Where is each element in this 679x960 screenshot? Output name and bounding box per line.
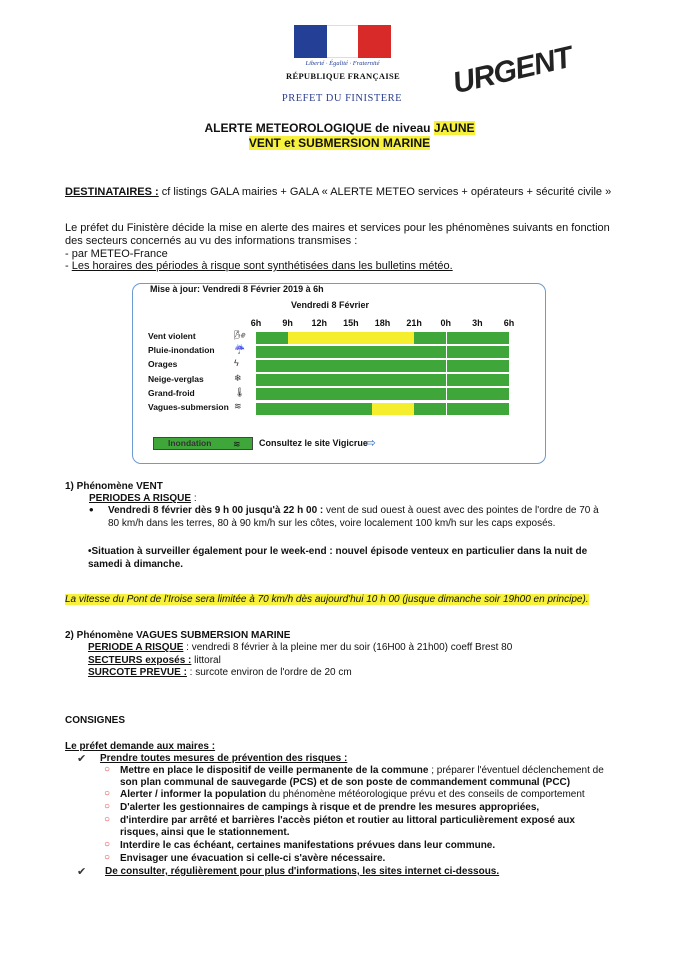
waves-icon: ≋ xyxy=(233,439,241,449)
bullet-icon: • xyxy=(89,502,94,517)
recipients-text: cf listings GALA mairies + GALA « ALERTE METEO services + opérateurs + sécurité civile » xyxy=(158,186,612,198)
vigilance-row-label: Neige-verglas xyxy=(148,373,204,384)
waves-sectors-text: littoral xyxy=(191,655,221,666)
checkmark-icon: ✔ xyxy=(77,866,87,878)
waves-heading: 2) Phénomène VAGUES SUBMERSION MARINE xyxy=(65,630,291,641)
instruction-item-1-rest: ; préparer l'éventuel déclenchement de xyxy=(428,765,604,776)
circle-bullet-icon: ○ xyxy=(104,839,111,850)
snowflake-icon: ❄ xyxy=(234,372,242,383)
midnight-divider xyxy=(446,331,447,416)
waves-period-text: : vendredi 8 février à la pleine mer du soir (16H00 à 21h00) coeff Brest 80 xyxy=(183,642,513,653)
alert-title-prefix: ALERTE METEOROLOGIQUE de niveau xyxy=(204,121,434,135)
instruction-item-7: Envisager une évacuation si celle-ci s'avère nécessaire. xyxy=(120,853,386,864)
vigilance-level-bar xyxy=(256,388,509,401)
republic-motto: Liberté · Égalité · Fraternité xyxy=(305,60,380,67)
vigilance-level-bar xyxy=(256,374,509,387)
vigilance-row-label: Vagues-submersion xyxy=(148,402,229,412)
intro-item2-dash: - xyxy=(65,260,72,272)
wind-periods-label-text: PERIODES A RISQUE xyxy=(89,493,192,504)
waves-period-label: PERIODE A RISQUE xyxy=(88,642,184,653)
circle-bullet-icon: ○ xyxy=(104,852,111,863)
waves-period xyxy=(88,641,512,654)
intro-item-meteo-france: - par METEO-France xyxy=(65,248,168,260)
vigilance-level-bar xyxy=(256,346,509,359)
flood-legend-label: Inondation xyxy=(168,438,212,448)
waves-surge-text: : surcote environ de l'ordre de 20 cm xyxy=(186,667,352,678)
instruction-item-4: D'alerter les gestionnaires de campings à risque et de prendre les mesures appropriées, xyxy=(120,802,540,813)
vigicrue-link[interactable]: Consultez le site Vigicrue xyxy=(259,438,368,448)
instruction-item-1-line2: son plan communal de sauvegarde (PCS) et de son poste de commandement communal (PCC) xyxy=(120,777,571,788)
waves-sectors-label: SECTEURS exposés : xyxy=(88,655,192,666)
wind-weekend-line1: •Situation à surveiller également pour le week-end : nouvel épisode venteux en particulier dans la nuit de xyxy=(88,546,588,557)
wind-bullet-1-line2: 80 km/h dans les terres, 80 à 90 km/h sur les côtes, voire localement 100 km/h sur les caps exposés. xyxy=(108,518,556,529)
vigilance-row-label: Orages xyxy=(148,359,178,370)
wind-icon: 🌬 xyxy=(234,330,246,340)
wind-bullet-1 xyxy=(108,504,628,517)
time-tick-label: 6h xyxy=(250,318,262,328)
wind-bullet-1-bold: Vendredi 8 février dès 9 h 00 jusqu'à 22 h 00 : xyxy=(108,505,324,516)
consult-websites: De consulter, régulièrement pour plus d'informations, les sites internet ci-dessous. xyxy=(105,866,500,877)
time-tick-label: 3h xyxy=(472,318,483,328)
vigilance-level-bar xyxy=(256,332,509,345)
vigilance-row-label: Pluie-inondation xyxy=(148,345,215,356)
prevention-label: Prendre toutes mesures de prévention des risques : xyxy=(100,753,348,764)
time-tick-label: 15h xyxy=(343,318,359,328)
time-tick-label: 12h xyxy=(311,318,327,328)
external-link-icon[interactable]: ⇨ xyxy=(365,435,376,450)
time-tick-label: 21h xyxy=(406,318,422,328)
vigilance-row-label: Vent violent xyxy=(148,331,196,341)
vigilance-update-time: Mise à jour: Vendredi 8 Février 2019 à 6h xyxy=(150,284,324,294)
alert-subtitle-text: VENT et SUBMERSION MARINE xyxy=(248,136,431,150)
instruction-item-3-bold: Alerter / informer la population xyxy=(120,789,267,800)
recipients-label: DESTINATAIRES : xyxy=(65,186,159,198)
instructions-heading: CONSIGNES xyxy=(65,715,126,726)
circle-bullet-icon: ○ xyxy=(104,788,111,799)
alert-level: JAUNE xyxy=(433,121,475,135)
vigilance-level-bar xyxy=(256,403,509,416)
wind-bullet-1-line1: vent de sud ouest à ouest avec des pointes de l'ordre de 70 à xyxy=(323,505,599,516)
vigilance-row-label: Grand-froid xyxy=(148,387,195,398)
checkmark-icon: ✔ xyxy=(77,753,87,765)
vigilance-level-bar xyxy=(256,360,509,373)
time-tick-label: 0h xyxy=(440,318,451,328)
time-tick-label: 6h xyxy=(503,318,515,328)
time-tick-label: 9h xyxy=(282,318,293,328)
waves-surge-label: SURCOTE PREVUE : xyxy=(88,667,187,678)
waves-surge xyxy=(88,666,352,679)
prefect-name: PREFET DU FINISTERE xyxy=(281,93,403,104)
instruction-item-5: d'interdire par arrêté et barrières l'accès piéton et routier au littoral particulièrement exposé aux xyxy=(120,815,575,826)
instruction-item-3 xyxy=(120,788,585,801)
intro-paragraph: Le préfet du Finistère décide la mise en alerte des maires et services pour les phénomènes suivants en fonction des secteurs concernés au vu des informations transmises : xyxy=(65,222,610,247)
recipients xyxy=(65,186,611,199)
intro-item2-text: Les horaires des périodes à risque sont synthétisées dans les bulletins météo. xyxy=(71,260,453,272)
urgent-stamp: URGENT xyxy=(449,40,575,101)
republic-flag-logo xyxy=(294,25,391,58)
bridge-speed-notice xyxy=(65,593,589,606)
bridge-speed-notice-text: La vitesse du Pont de l'Iroise sera limitée à 70 km/h dès aujourd'hui 10 h 00 (jusque dimanche soir 19h00 en principe). xyxy=(65,594,589,605)
thermometer-icon: 🌡 xyxy=(234,386,246,397)
instruction-item-5-line2: risques, ainsi que le stationnement. xyxy=(120,827,290,838)
wind-weekend-line2: samedi à dimanche. xyxy=(88,559,184,570)
circle-bullet-icon: ○ xyxy=(104,764,111,775)
circle-bullet-icon: ○ xyxy=(104,801,111,812)
time-tick-label: 18h xyxy=(374,318,391,328)
circle-bullet-icon: ○ xyxy=(104,814,111,825)
yellow-alert-segment xyxy=(372,403,414,415)
yellow-alert-segment xyxy=(288,332,415,344)
lightning-icon: ϟ xyxy=(234,358,239,369)
waves-icon: ≋ xyxy=(234,401,242,411)
alert-title xyxy=(0,121,679,135)
rain-flood-icon: ☔ xyxy=(234,344,246,355)
instruction-item-3-rest: du phénomène météorologique prévu et des conseils de comportement xyxy=(266,789,585,800)
instruction-item-1-bold: Mettre en place le dispositif de veille permanente de la commune xyxy=(120,765,429,776)
alert-subtitle xyxy=(0,136,679,150)
republic-name: RÉPUBLIQUE FRANÇAISE xyxy=(286,71,400,81)
vigilance-day: Vendredi 8 Février xyxy=(291,300,370,310)
wind-periods-colon: : xyxy=(191,493,197,504)
intro-item-schedules xyxy=(65,260,453,273)
instruction-item-6: Interdire le cas échéant, certaines manifestations prévues dans leur commune. xyxy=(120,840,496,851)
wind-heading: 1) Phénomène VENT xyxy=(65,481,163,492)
mayors-request-label: Le préfet demande aux maires : xyxy=(65,741,216,752)
